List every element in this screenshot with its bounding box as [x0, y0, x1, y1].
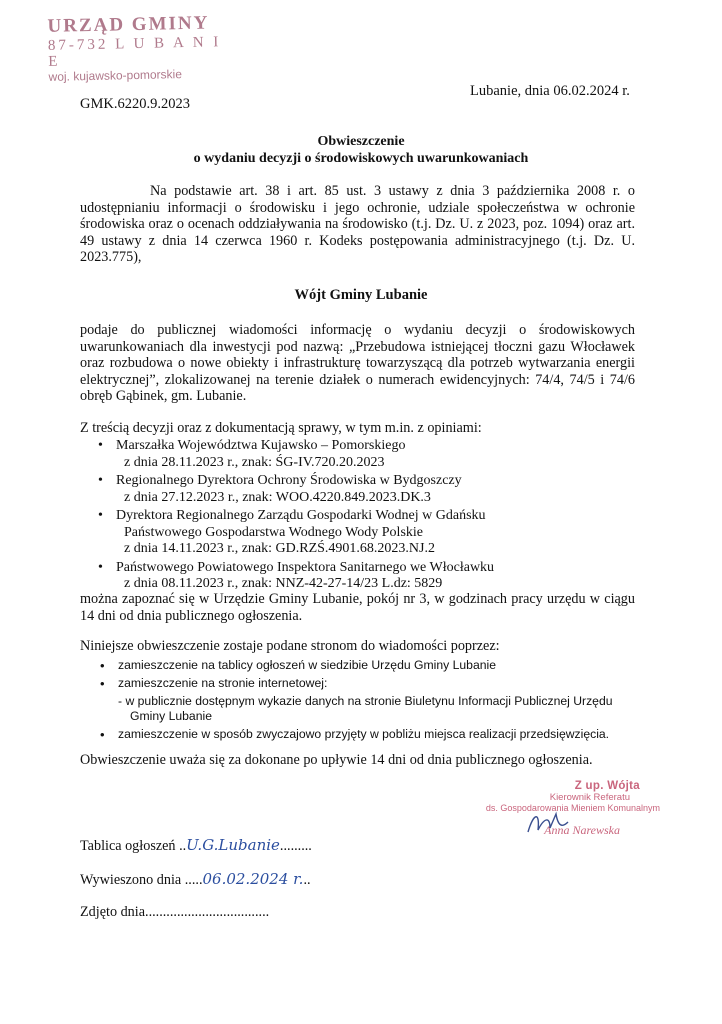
bullet-icon: •	[98, 508, 103, 523]
notice-board-value: U.G.Lubanie	[186, 836, 280, 854]
publication-intro: Niniejsze obwieszczenie zostaje podane stronom do wiadomości poprzez:	[80, 638, 500, 654]
document-subtitle: o wydaniu decyzji o środowiskowych uwarunkowaniach	[193, 151, 529, 166]
list-item	[96, 473, 636, 506]
list-item	[96, 676, 636, 691]
announcement-paragraph: podaje do publicznej wiadomości informację o wydaniu decyzji o środowiskowych uwarunkowaniach dla inwestycji pod nazwą: „Przebudowa istniejącej tłoczni gazu Włocławek oraz rozbudowa o nowe obiekty i infrastrukturę towarzyszącą dla potrzeb wytwarzania energii elektrycznej”, zlokalizowanej na terenie działek o numerach ewidencyjnych: 74/4, 74/5 i 74/6 obręb Gąbinek, gm. Lubanie.	[80, 322, 635, 404]
office-stamp	[47, 12, 228, 84]
publication-subitem-cont: Gminy Lubanie	[130, 709, 212, 723]
opinions-intro: Z treścią decyzji oraz z dokumentacją sprawy, w tym m.in. z opiniami:	[80, 420, 482, 436]
bullet-icon: •	[100, 658, 105, 673]
opinion-authority-cont: Państwowego Gospodarstwa Wodnego Wody Polskie	[124, 524, 423, 540]
stamp-line-1: URZĄD GMINY	[47, 12, 210, 37]
publication-list	[96, 658, 636, 745]
opinion-detail: z dnia 27.12.2023 r., znak: WOO.4220.849.2023.DK.3	[124, 489, 431, 505]
publication-item: zamieszczenie w sposób zwyczajowo przyjęty w pobliżu miejsca realizacji przedsięwzięcia.	[118, 727, 610, 741]
bullet-icon: •	[98, 438, 103, 453]
signature-line-2: Kierownik Referatu	[549, 792, 630, 803]
publication-item: zamieszczenie na stronie internetowej:	[118, 676, 328, 690]
opinions-list	[96, 438, 636, 595]
list-item	[96, 694, 636, 724]
posted-date-label: Wywieszono dnia	[80, 872, 182, 888]
stamp-line-3: woj. kujawsko-pomorskie	[48, 67, 183, 84]
stamp-line-2: 87-732 L U B A N I E	[47, 34, 222, 70]
publication-subitem: - w publicznie dostępnym wykazie danych na stronie Biuletynu Informacji Publicznej Urzędu	[118, 694, 613, 708]
document-title: Obwieszczenie	[317, 134, 405, 149]
bullet-icon: •	[98, 559, 103, 575]
removed-date-line: Zdjęto dnia...................................	[80, 904, 270, 920]
opinion-authority: Marszałka Województwa Kujawsko – Pomorskiego	[116, 438, 406, 453]
list-item	[96, 727, 636, 742]
list-item	[96, 508, 636, 558]
notice-board-line: Tablica ogłoszeń ..U.G.Lubanie.........	[80, 836, 312, 854]
list-item	[96, 438, 636, 471]
list-item	[96, 560, 636, 593]
bullet-icon: •	[100, 727, 105, 742]
legal-basis-paragraph: Na podstawie art. 38 i art. 85 ust. 3 ustawy z dnia 3 października 2008 r. o udostępnianiu informacji o środowisku i jego ochronie, udziale społeczeństwa w ochronie środowiska oraz o ocenach oddziaływania na środowisko (t.j. Dz. U. z 2023, poz. 1094) oraz art. 49 ustawy z dnia 14 czerwca 1960 r. Kodeks postępowania administracyjnego (t.j. Dz. U. 2023.775),	[80, 183, 635, 265]
closing-statement: Obwieszczenie uważa się za dokonane po upływie 14 dni od dnia publicznego ogłoszenia.	[80, 752, 593, 768]
notice-board-label: Tablica ogłoszeń	[80, 838, 176, 854]
posted-date-line: Wywieszono dnia .....06.02.2024 r...	[80, 870, 311, 888]
opinion-authority: Regionalnego Dyrektora Ochrony Środowiska w Bydgoszczy	[116, 473, 462, 488]
document-date: Lubanie, dnia 06.02.2024 r.	[470, 83, 630, 99]
signatory-name: Anna Narewska	[544, 823, 620, 837]
opinion-detail: z dnia 28.11.2023 r., znak: ŚG-IV.720.20.2023	[124, 454, 385, 470]
publication-item: zamieszczenie na tablicy ogłoszeń w siedzibie Urzędu Gminy Lubanie	[118, 658, 497, 672]
authority-heading: Wójt Gminy Lubanie	[294, 287, 428, 303]
removed-date-label: Zdjęto dnia	[80, 904, 146, 920]
signature-line-1: Z up. Wójta	[574, 780, 640, 792]
opinion-authority: Państwowego Powiatowego Inspektora Sanitarnego we Włocławku	[116, 559, 495, 575]
posted-date-value: 06.02.2024 r.	[202, 870, 304, 888]
bullet-icon: •	[100, 676, 105, 691]
opinion-detail: z dnia 14.11.2023 r., znak: GD.RZŚ.4901.68.2023.NJ.2	[124, 541, 435, 556]
bullet-icon: •	[98, 473, 103, 488]
signature-line-3: ds. Gospodarowania Mieniem Komunalnym	[485, 803, 660, 813]
opinion-detail: z dnia 08.11.2023 r., znak: NNZ-42-27-14/23 L.dz: 5829	[124, 576, 443, 591]
handwritten-signature-icon	[524, 808, 572, 838]
reference-number: GMK.6220.9.2023	[80, 96, 190, 112]
opinion-authority: Dyrektora Regionalnego Zarządu Gospodarki Wodnej w Gdańsku	[116, 508, 486, 523]
review-info-paragraph: można zapoznać się w Urzędzie Gminy Lubanie, pokój nr 3, w godzinach pracy urzędu w ciągu 14 dni od dnia publicznego ogłoszenia.	[80, 591, 635, 624]
list-item	[96, 658, 636, 673]
